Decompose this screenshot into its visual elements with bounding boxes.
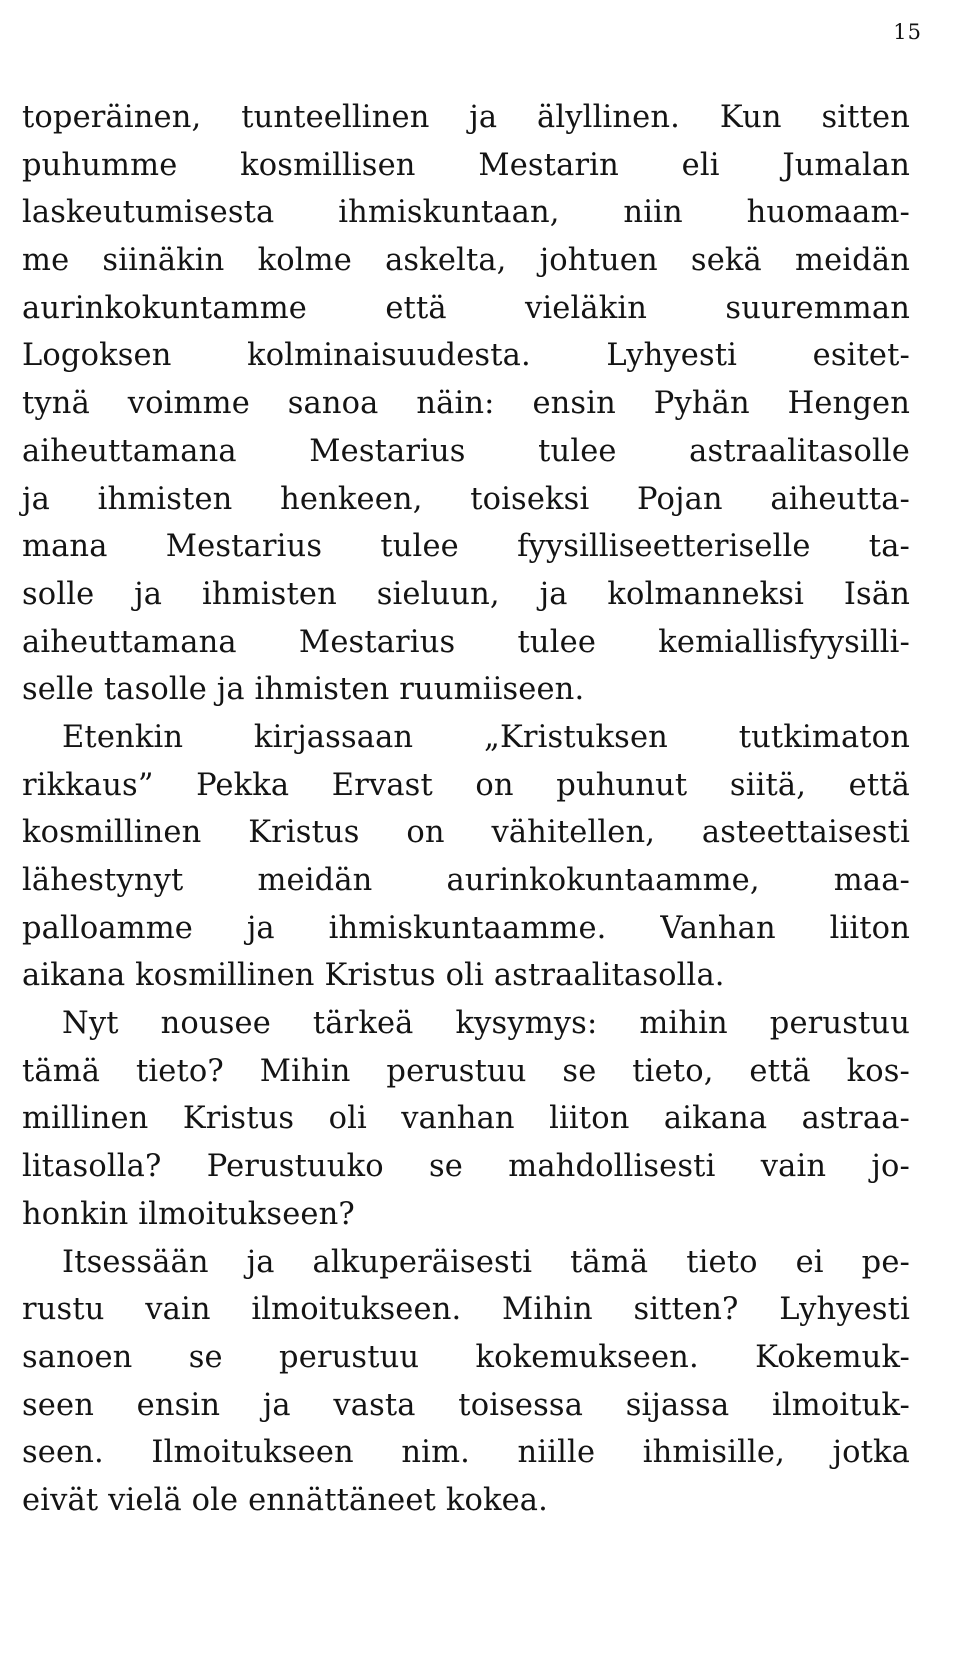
text-line: litasolla? Perustuuko se mahdollisesti vain jo- (22, 1149, 910, 1185)
text-line: rustu vain ilmoitukseen. Mihin sitten? Lyhyesti (22, 1292, 910, 1328)
text-line: Itsessään ja alkuperäisesti tämä tieto ei pe- (62, 1244, 910, 1280)
text-line: kosmillinen Kristus on vähitellen, asteettaisesti (22, 815, 910, 851)
text-line: toperäinen, tunteellinen ja älyllinen. Kun sitten (22, 100, 910, 135)
text-line: millinen Kristus oli vanhan liiton aikana astraa- (22, 1101, 910, 1137)
text-line: ja ihmisten henkeen, toiseksi Pojan aiheutta- (22, 481, 910, 517)
text-line: laskeutumisesta ihmiskuntaan, niin huomaam- (22, 195, 910, 231)
text-line: palloamme ja ihmiskuntaamme. Vanhan liiton (22, 910, 910, 946)
text-line: Nyt nousee tärkeä kysymys: mihin perustuu (62, 1006, 910, 1042)
text-line: aiheuttamana Mestarius tulee kemiallisfyysilli- (22, 624, 910, 660)
text-line: aiheuttamana Mestarius tulee astraalitasolle (22, 433, 910, 469)
text-line: puhumme kosmillisen Mestarin eli Jumalan (22, 147, 910, 183)
text-line: rikkaus” Pekka Ervast on puhunut siitä, että (22, 767, 910, 803)
text-line: sanoen se perustuu kokemukseen. Kokemuk- (22, 1339, 910, 1375)
page-number: 15 (893, 20, 922, 44)
text-line: tämä tieto? Mihin perustuu se tieto, että kos- (22, 1053, 910, 1089)
text-line: seen ensin ja vasta toisessa sijassa ilmoituk- (22, 1387, 910, 1423)
text-line: Etenkin kirjassaan „Kristuksen tutkimaton (62, 719, 910, 755)
text-line: tynä voimme sanoa näin: ensin Pyhän Hengen (22, 386, 910, 422)
text-line: lähestynyt meidän aurinkokuntaamme, maa- (22, 863, 910, 898)
text-line: seen. Ilmoitukseen nim. niille ihmisille, jotka (22, 1435, 910, 1471)
text-line: eivät vielä ole ennättäneet kokea. (22, 1482, 548, 1518)
text-line: selle tasolle ja ihmisten ruumiiseen. (22, 672, 585, 708)
text-line: solle ja ihmisten sieluun, ja kolmanneksi Isän (22, 576, 910, 612)
text-line: me siinäkin kolme askelta, johtuen sekä meidän (22, 243, 910, 279)
body-text (22, 94, 910, 1525)
text-line: honkin ilmoitukseen? (22, 1196, 355, 1232)
text-line: aurinkokuntamme että vieläkin suuremman (22, 290, 910, 326)
text-line: mana Mestarius tulee fyysilliseetteriselle ta- (22, 529, 910, 565)
text-line: aikana kosmillinen Kristus oli astraalitasolla. (22, 958, 725, 994)
text-line: Logoksen kolminaisuudesta. Lyhyesti esitet- (22, 338, 910, 374)
